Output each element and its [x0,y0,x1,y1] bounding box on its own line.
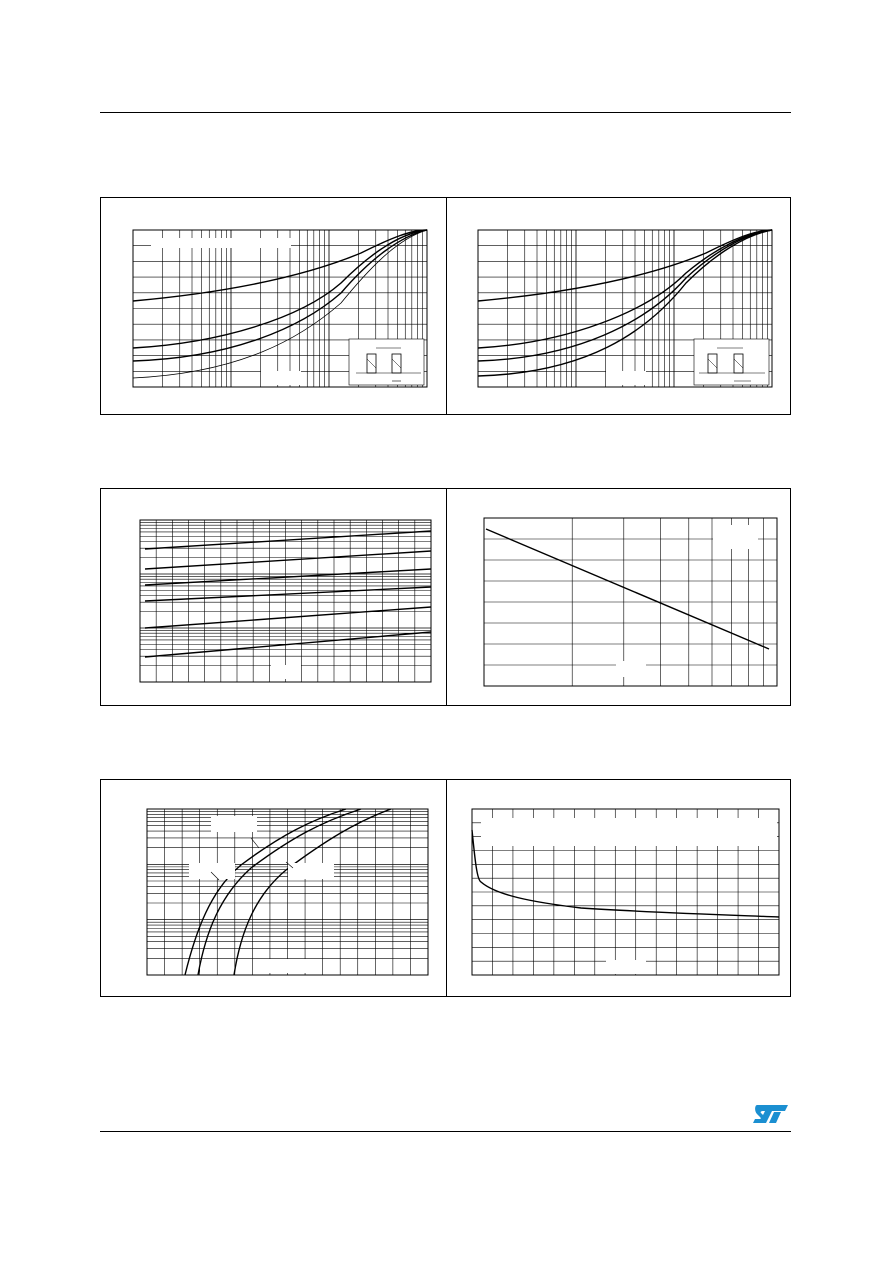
fig-3a-label-mask-1 [211,816,257,832]
figure-panel-3 [100,779,791,997]
fig-2a-line-2 [145,551,431,569]
fig-3a-xlabel-mask [266,959,306,973]
fig-2a-line-5 [145,607,431,628]
fig-1b-inset [694,339,769,385]
fig-1b-curve-1 [478,230,772,301]
fig-1b-curve-2 [478,230,772,348]
fig-2a-line-1 [145,531,431,549]
fig-3-svg [101,780,792,998]
fig-2a-line-4 [145,587,431,601]
fig-3a-curve-3 [234,809,391,975]
fig-1a-inset [349,339,424,385]
fig-1b-xlabel-mask [606,371,646,385]
footer-rule [100,1131,791,1132]
fig-3b-label-mask [481,818,777,846]
fig-3b-xlabel-mask [606,960,646,974]
fig-1a-label-mask [151,238,291,248]
figure-panel-2 [100,488,791,706]
fig-2b-legend-mask [713,525,758,549]
fig-3a-label-mask-2 [189,863,235,879]
header-rule [100,112,791,113]
fig-2-svg [101,489,792,707]
fig-3a-curve-2 [198,809,361,975]
fig-2a-xlabel-mask [271,665,301,679]
fig-1-svg [101,198,792,416]
fig-2b-xlabel-mask [616,661,646,677]
figure-panel-1 [100,197,791,415]
fig-1a-xlabel-mask [261,371,301,385]
fig-3a-label-mask-3 [288,863,334,879]
